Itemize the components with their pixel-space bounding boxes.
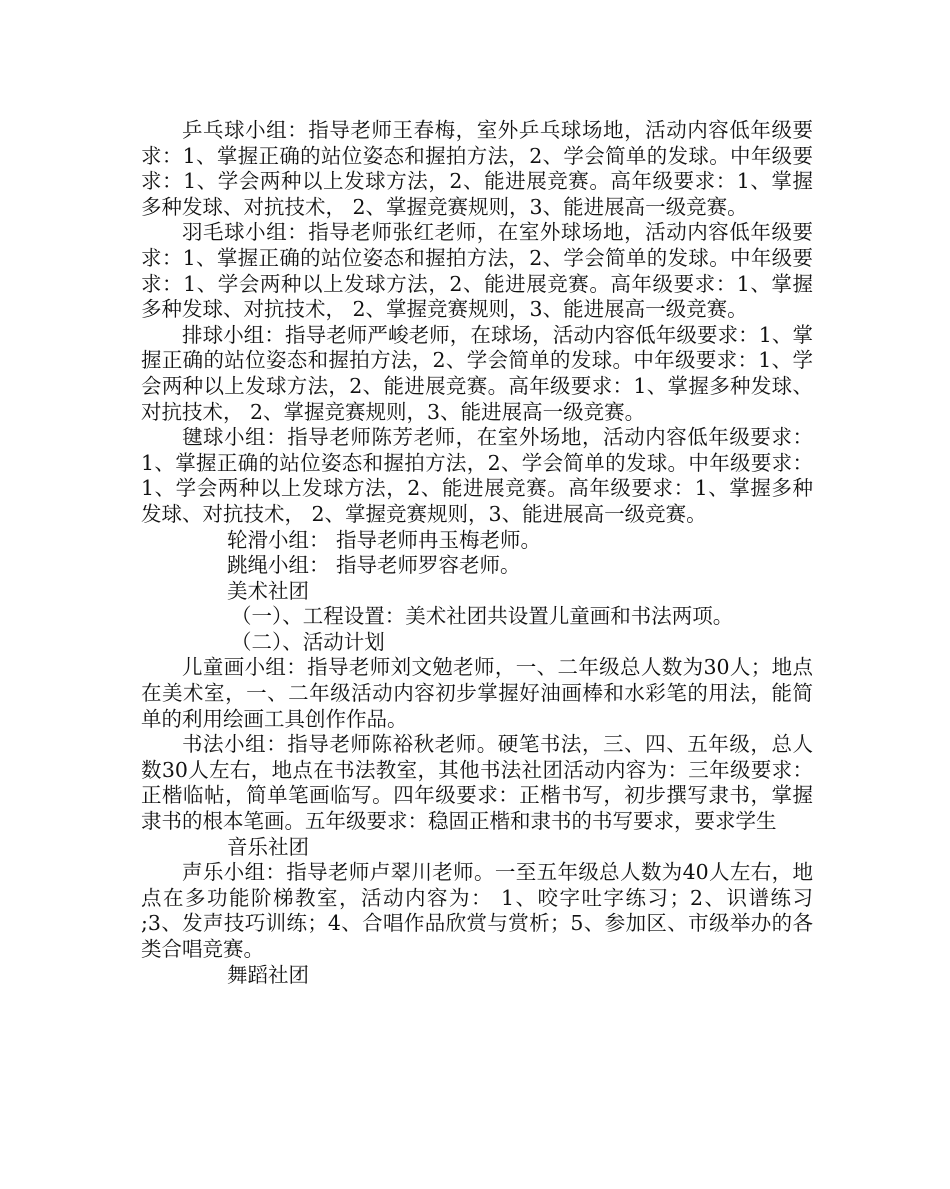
para-shuttlecock: 毽球小组：指导老师陈芳老师，在室外场地，活动内容低年级要求：1、掌握正确的站位姿态和握拍方法，2、学会简单的发球。中年级要求：1、学会两种以上发球方法，2、能进展竞赛。高年级要求：1、掌握多种发球、对抗技术， 2、掌握竞赛规则，3、能进展高一级竞赛。 (141, 425, 813, 526)
line-art-setup: （一）、工程设置：美术社团共设置儿童画和书法两项。 (231, 604, 734, 629)
heading-art-club: 美术社团 (227, 578, 309, 603)
para-calligraphy: 书法小组：指导老师陈裕秋老师。硬笔书法，三、四、五年级，总人数30人左右，地点在书法教室，其他书法社团活动内容为：三年级要求：正楷临帖，简单笔画临写。四年级要求：正楷书写，初步撰写隶书，掌握隶书的根本笔画。五年级要求：稳固正楷和隶书的书写要求，要求学生 (141, 732, 813, 834)
line-rope-skipping: 跳绳小组： 指导老师罗容老师。 (227, 553, 521, 578)
line-roller-skating: 轮滑小组： 指导老师冉玉梅老师。 (227, 527, 542, 552)
para-children-painting: 儿童画小组：指导老师刘文勉老师，一、二年级总人数为30人；地点在美术室，一、二年级活动内容初步掌握好油画棒和水彩笔的用法，能简单的利用绘画工具创作作品。 (141, 655, 813, 731)
line-art-plan: （二）、活动计划 (231, 629, 385, 654)
para-pingpong: 乒乓球小组：指导老师王春梅，室外乒乓球场地，活动内容低年级要求：1、掌握正确的站位姿态和握拍方法，2、学会简单的发球。中年级要求：1、学会两种以上发球方法，2、能进展竞赛。高年级要求：1、掌握多种发球、对抗技术， 2、掌握竞赛规则，3、能进展高一级竞赛。 (141, 118, 813, 219)
heading-music-club: 音乐社团 (227, 834, 309, 859)
para-volleyball: 排球小组：指导老师严峻老师，在球场，活动内容低年级要求：1、掌握正确的站位姿态和握拍方法，2、学会简单的发球。中年级要求：1、学会两种以上发球方法，2、能进展竞赛。高年级要求：1、掌握多种发球、对抗技术， 2、掌握竞赛规则，3、能进展高一级竞赛。 (141, 322, 813, 424)
document-body (141, 118, 813, 988)
para-vocal: 声乐小组：指导老师卢翠川老师。一至五年级总人数为40人左右，地点在多功能阶梯教室，活动内容为： 1、咬字吐字练习；2、识谱练习 ;3、发声技巧训练；4、合唱作品欣赏与赏析；5、参加区、市级举办的各类合唱竞赛。 (141, 860, 813, 961)
para-badminton: 羽毛球小组：指导老师张红老师，在室外球场地，活动内容低年级要求：1、掌握正确的站位姿态和握拍方法，2、学会简单的发球。中年级要求：1、学会两种以上发球方法，2、能进展竞赛。高年级要求：1、掌握多种发球、对抗技术， 2、掌握竞赛规则，3、能进展高一级竞赛。 (141, 220, 813, 322)
heading-dance-club: 舞蹈社团 (227, 962, 309, 987)
